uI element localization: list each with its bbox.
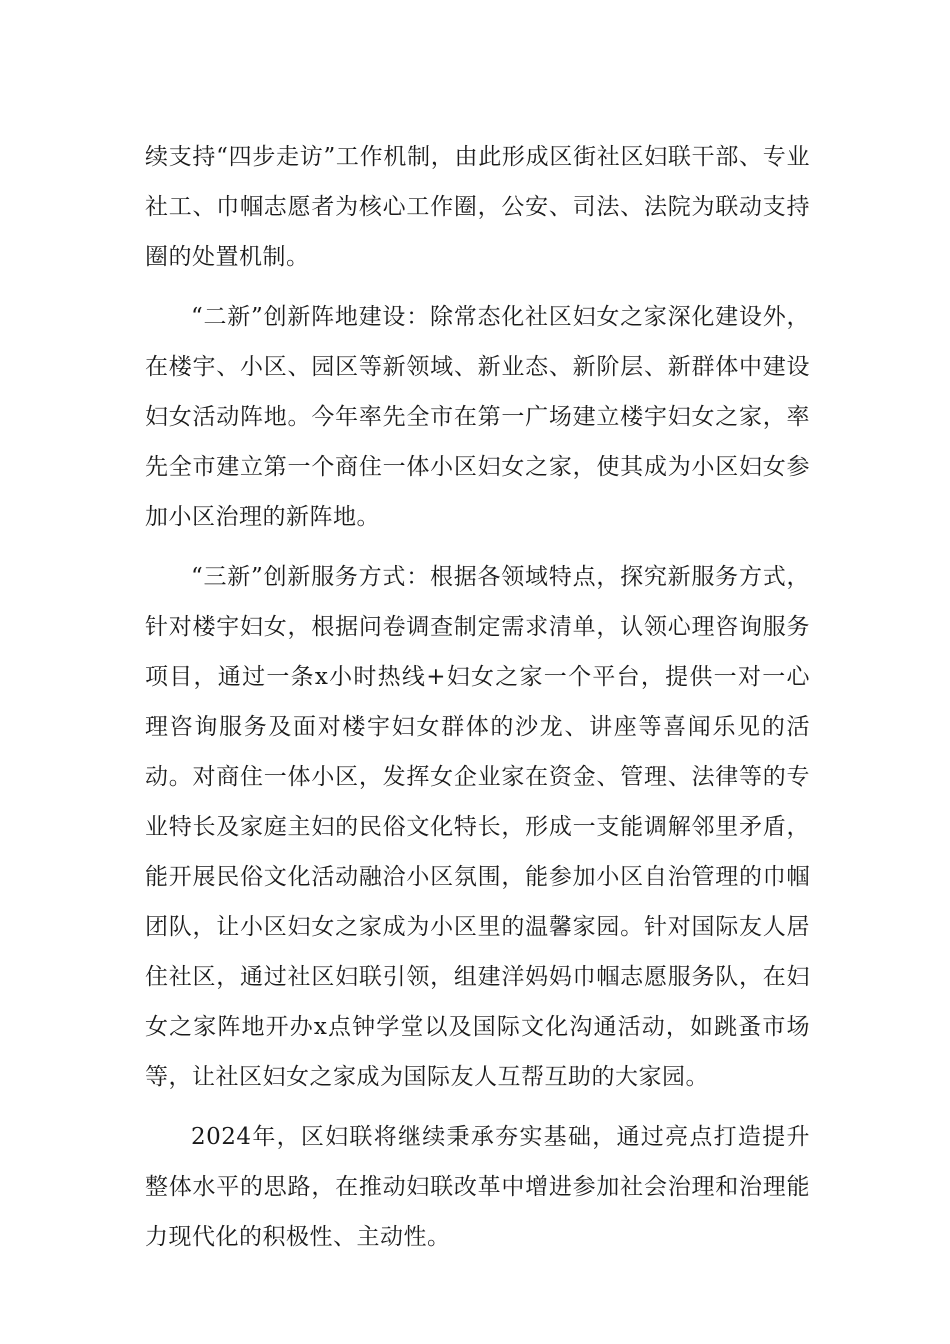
paragraph-third-initiative: “三新”创新服务方式：根据各领域特点，探究新服务方式，针对楼宇妇女，根据问卷调查制定需求清单，认领心理咨询服务项目，通过一条x小时热线+妇女之家一个平台，提供一对一心理咨询服务及面对楼宇妇女群体的沙龙、讲座等喜闻乐见的活动。对商住一体小区，发挥女企业家在资金、管理、法律等的专业特长及家庭主妇的民俗文化特长，形成一支能调解邻里矛盾，能开展民俗文化活动融洽小区氛围，能参加小区自治管理的巾帼团队，让小区妇女之家成为小区里的温馨家园。针对国际友人居住社区，通过社区妇联引领，组建洋妈妈巾帼志愿服务队，在妇女之家阵地开办x点钟学堂以及国际文化沟通活动，如跳蚤市场等，让社区妇女之家成为国际友人互帮互助的大家园。: [145, 564, 810, 1090]
paragraph-2024-plan: 2024年，区妇联将继续秉承夯实基础，通过亮点打造提升整体水平的思路，在推动妇联改革中增进参加社会治理和治理能力现代化的积极性、主动性。: [145, 1124, 810, 1250]
paragraph-second-initiative: “二新”创新阵地建设：除常态化社区妇女之家深化建设外，在楼宇、小区、园区等新领域、新业态、新阶层、新群体中建设妇女活动阵地。今年率先全市在第一广场建立楼宇妇女之家，率先全市建立第一个商住一体小区妇女之家，使其成为小区妇女参加小区治理的新阵地。: [145, 304, 810, 530]
paragraph-continuation: 续支持“四步走访”工作机制，由此形成区街社区妇联干部、专业社工、巾帼志愿者为核心工作圈，公安、司法、法院为联动支持圈的处置机制。: [145, 144, 810, 270]
document-body: [145, 132, 810, 1272]
